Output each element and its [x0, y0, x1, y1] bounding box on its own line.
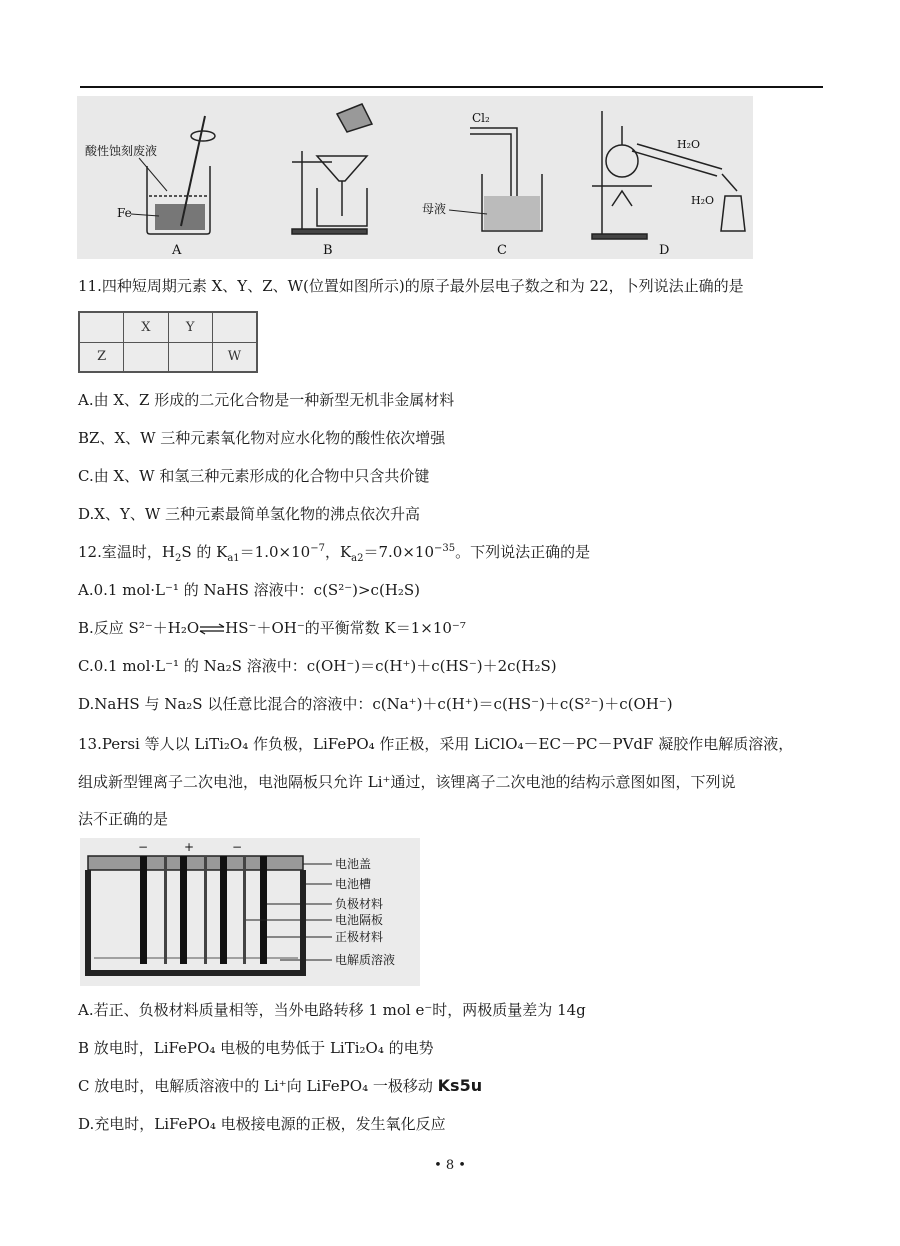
q13-option-a: A.若正、负极材料质量相等，当外电路转移 1 mol e⁻时，两极质量差为 14g: [78, 1001, 586, 1019]
q12-option-b-left: B.反应 S²⁻＋H₂O: [78, 619, 200, 637]
label-separator: 电池隔板: [335, 913, 384, 927]
cell-y: Y: [168, 313, 212, 343]
equilibrium-arrow-icon: [199, 623, 225, 635]
q11-option-c: C.由 X、W 和氢三种元素形成的化合物中只含共价键: [78, 467, 430, 485]
negative-electrode: [220, 856, 227, 964]
label-electrolyte: 电解质溶液: [335, 953, 396, 967]
terminal-positive: +: [184, 840, 195, 854]
q12-option-d: D.NaHS 与 Na₂S 以任意比混合的溶液中：c(Na⁺)＋c(H⁺)＝c(HS⁻)＋c(S²⁻)＋c(OH⁻): [78, 695, 673, 713]
separator: [164, 856, 167, 964]
panel-d-distillation: [592, 111, 745, 239]
positive-electrode: [260, 856, 267, 964]
q12-option-c: C.0.1 mol·L⁻¹ 的 Na₂S 溶液中：c(OH⁻)＝c(H⁺)＋c(HS⁻)＋2c(H₂S): [78, 657, 557, 675]
q11-option-a: A.由 X、Z 形成的二元化合物是一种新型无机非金属材料: [78, 391, 455, 409]
label-battery-lid: 电池盖: [335, 857, 372, 871]
label-h2o-bottom: H₂O: [691, 194, 715, 207]
positive-electrode: [180, 856, 187, 964]
cell-empty: [124, 342, 168, 372]
panel-d-label: D: [659, 243, 670, 258]
q13-stem-line1: 13.Persi 等人以 LiTi₂O₄ 作负极，LiFePO₄ 作正极，采用 LiClO₄－EC－PC－PVdF 凝胶作电解质溶液，: [78, 735, 794, 753]
cell-w: W: [212, 342, 256, 372]
q11-option-b: BZ、X、W 三种元素氧化物对应水化物的酸性依次增强: [78, 429, 446, 447]
terminal-negative: −: [138, 840, 149, 854]
q12-option-a: A.0.1 mol·L⁻¹ 的 NaHS 溶液中：c(S²⁻)>c(H₂S): [78, 581, 421, 599]
q12-stem-part: 。下列说法正确的是: [455, 543, 591, 561]
q11-stem: 11.四种短周期元素 X、Y、Z、W(位置如图所示)的原子最外层电子数之和为 22，卜列说法止确的是: [78, 277, 744, 295]
label-waste: 酸性蚀刻废液: [85, 144, 158, 158]
panel-b-filtration: [292, 104, 372, 234]
battery-lid: [88, 856, 303, 870]
panel-b-label: B: [323, 243, 333, 258]
q13-option-c: [78, 1076, 482, 1096]
battery-diagram: [80, 838, 420, 986]
top-rule: [80, 86, 823, 88]
separator: [243, 856, 246, 964]
q12-sup-m35: −35: [434, 543, 456, 554]
label-cl2: Cl₂: [472, 111, 490, 125]
panel-a-label: A: [172, 243, 182, 258]
q12-stem-part: S 的 K: [181, 543, 228, 561]
cell-empty: [212, 313, 256, 343]
q12-stem-part: ＝7.0×10: [363, 543, 434, 561]
cell-empty: [168, 342, 212, 372]
label-h2o-top: H₂O: [677, 138, 701, 151]
negative-electrode: [140, 856, 147, 964]
panel-c-bubbling: [470, 128, 542, 231]
q12-stem-part: 12.室温时，H: [78, 543, 175, 561]
q13-stem-line2: 组成新型锂离子二次电池，电池隔板只允许 Li⁺通过，该锂离子二次电池的结构示意图如图，下列说: [78, 773, 736, 791]
q12-stem-part: ，K: [324, 543, 352, 561]
q12-option-b-right: HS⁻＋OH⁻的平衡常数 K＝1×10⁻⁷: [225, 619, 466, 637]
q12-stem-part: ＝1.0×10: [239, 543, 311, 561]
cell-x: X: [124, 313, 168, 343]
q13-option-b: B 放电时，LiFePO₄ 电极的电势低于 LiTi₂O₄ 的电势: [78, 1039, 434, 1057]
label-positive-material: 正极材料: [335, 930, 384, 944]
separator: [204, 856, 207, 964]
apparatus-figure: [77, 96, 753, 259]
q12-option-b: [78, 618, 466, 638]
page-number: • 8 •: [434, 1158, 466, 1173]
panel-c-label: C: [497, 243, 507, 258]
periodic-table-fragment: [78, 311, 258, 373]
label-mother-liquor: 母液: [422, 202, 447, 216]
terminal-negative: −: [232, 840, 243, 854]
q13-option-c-text: C 放电时，电解质溶液中的 Li⁺向 LiFePO₄ 一极移动: [78, 1077, 433, 1095]
label-fe: Fe: [117, 206, 132, 220]
q12-sup-m7: −7: [310, 543, 325, 554]
q12-stem: [78, 542, 590, 562]
cell-z: Z: [80, 342, 124, 372]
q12-sub-a2: a2: [351, 553, 364, 564]
q12-sub-a1: a1: [227, 553, 240, 564]
q13-stem-line3: 法不正确的是: [78, 810, 169, 828]
label-negative-material: 负极材料: [335, 897, 384, 911]
q12-sub-2: 2: [174, 553, 182, 564]
cell-empty: [80, 313, 124, 343]
q13-option-d: D.充电时，LiFePO₄ 电极接电源的正极，发生氧化反应: [78, 1115, 446, 1133]
label-battery-case: 电池槽: [335, 877, 372, 891]
watermark-ks5u: Ks5u: [437, 1076, 483, 1095]
q11-option-d: D.X、Y、W 三种元素最简单氢化物的沸点依次升高: [78, 505, 421, 523]
